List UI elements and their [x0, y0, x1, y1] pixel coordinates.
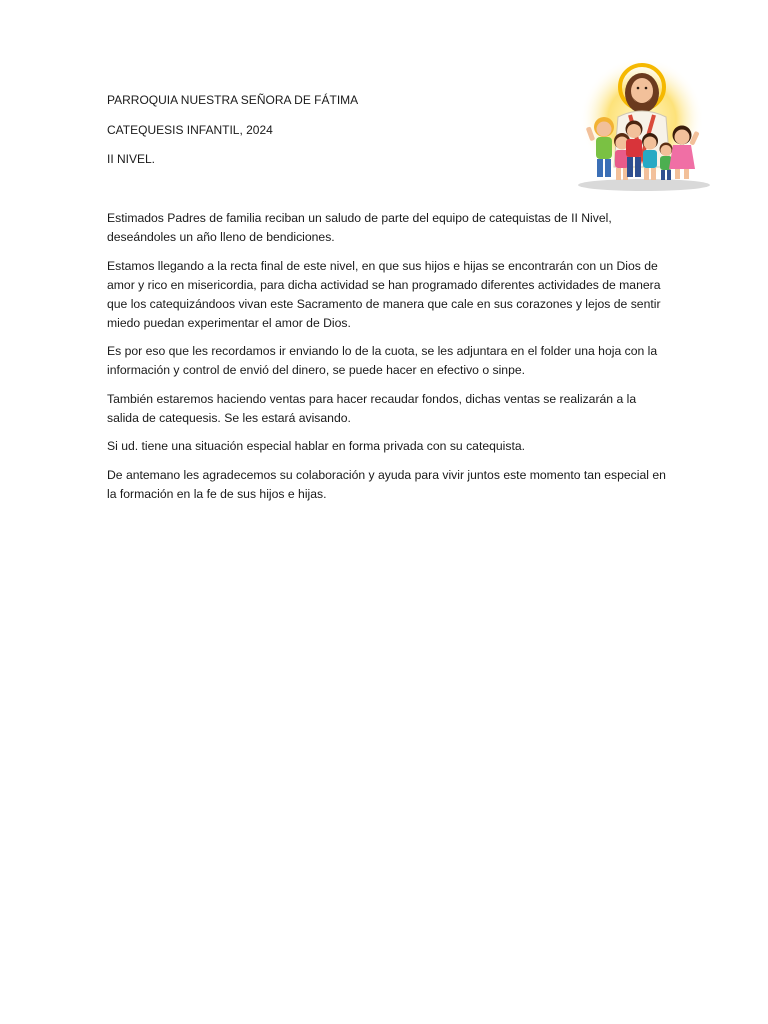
letter-paragraph: Estimados Padres de familia reciban un saludo de parte del equipo de catequistas de II Nivel, deseándoles un año lleno de bendiciones. — [107, 211, 612, 244]
jesus-with-children-illustration — [572, 57, 714, 193]
parish-name: PARROQUIA NUESTRA SEÑORA DE FÁTIMA — [107, 93, 359, 107]
letter-paragraph: Estamos llegando a la recta final de este nivel, en que sus hijos e hijas se encontrarán con un Dios de amor y rico en misericordia, para dicha actividad se han programado diferentes actividades de manera que los catequizándoos vivan este Sacramento de manera que cale en sus corazones y lejos de sentir miedo puedan experimentar el amor de Dios. — [107, 258, 661, 330]
letter-body — [107, 209, 667, 513]
letter-paragraph: Es por eso que les recordamos ir enviando lo de la cuota, se les adjuntara en el folder una hoja con la información y control de envió del dinero, se puede hacer en efectivo o sinpe. — [107, 344, 658, 377]
letter-paragraph: Si ud. tiene una situación especial hablar en forma privada con su catequista. — [107, 439, 526, 453]
letter-paragraph: De antemano les agradecemos su colaboración y ayuda para vivir juntos este momento tan especial en la formación en la fe de sus hijos e hijas. — [107, 467, 666, 501]
level-label: II NIVEL. — [107, 152, 156, 166]
program-title: CATEQUESIS INFANTIL, 2024 — [107, 123, 273, 137]
letter-paragraph: También estaremos haciendo ventas para hacer recaudar fondos, dichas ventas se realizarán a la salida de catequesis. Se les estará avisando. — [107, 391, 637, 425]
